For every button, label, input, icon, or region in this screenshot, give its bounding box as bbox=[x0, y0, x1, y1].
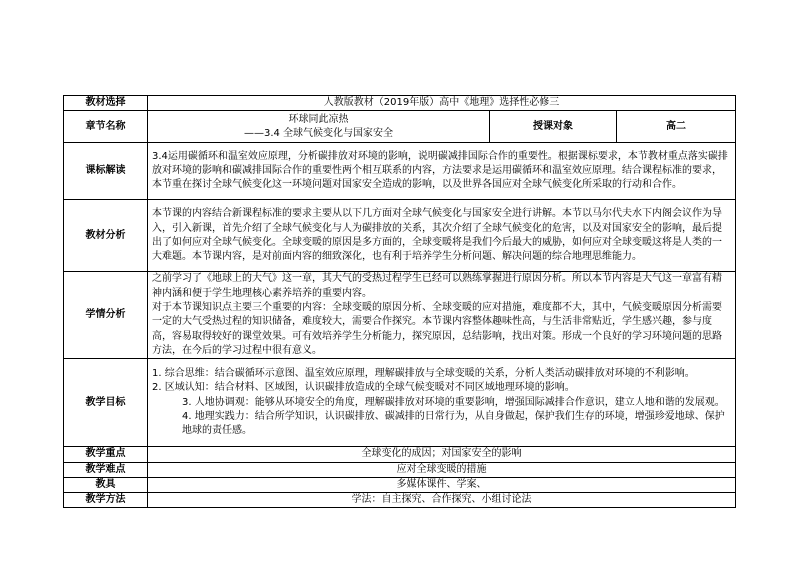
value-objectives bbox=[148, 359, 736, 447]
row-analysis bbox=[64, 200, 736, 272]
label-chapter: 章节名称 bbox=[64, 111, 148, 143]
value-analysis: 本节课的内容结合新课程标准的要求主要从以下几方面对全球气候变化与国家安全进行讲解。本节以马尔代夫水下内阁会议作为导入，引入新课，首先介绍了全球气候变化与人为碳排放的关系，其次介绍了全球气候变化的危害，以及对国家安全的影响，最后提出了如何应对全球气候变化。全球变暖的原因是多方面的，全球变暖将是我们今后最大的威胁，如何应对全球变暖这将是人类的一大难题。本节课内容，是对前面内容的细致深化，也有利于培养学生分析问题、解决问题的综合地理思维能力。 bbox=[148, 200, 736, 272]
lesson-plan-table bbox=[63, 95, 736, 508]
row-learners bbox=[64, 272, 736, 359]
label-objectives: 教学目标 bbox=[64, 359, 148, 447]
objective-4: 4. 地理实践力：结合所学知识，认识碳排放、碳减排的日常行为，从自身做起，保护我们生存的环境，增强珍爱地球、保护地球的责任感。 bbox=[182, 410, 725, 437]
learners-paragraph-2: 对于本节课知识点主要三个重要的内容：全球变暖的原因分析、全球变暖的应对措施，难度都不大，其中，气候变暖原因分析需要一定的大气受热过程的知识储备，难度较大，需要合作探究。本节课内容整体趣味性高，与生活非常贴近，学生感兴趣，参与度高，容易取得较好的课堂效果。可有效培养学生分析能力，探究原因，总结影响，找出对策。形成一个良好的学习环境问题的思路方法，在今后的学习过程中很有意义。 bbox=[152, 302, 722, 356]
row-standards bbox=[64, 143, 736, 200]
label-methods: 教学方法 bbox=[64, 493, 148, 508]
value-difficulties: 应对全球变暖的措施 bbox=[148, 462, 736, 477]
value-audience: 高二 bbox=[617, 111, 736, 143]
row-textbook bbox=[64, 96, 736, 111]
row-methods bbox=[64, 493, 736, 508]
objective-1: 1. 综合思维：结合碳循环示意图、温室效应原理，理解碳排放与全球变暖的关系，分析人类活动碳排放对环境的不利影响。 bbox=[152, 368, 695, 380]
label-learners: 学情分析 bbox=[64, 272, 148, 359]
row-difficulties bbox=[64, 462, 736, 477]
chapter-title-line1: 环球同此凉热 bbox=[288, 113, 349, 125]
value-key-points: 全球变化的成因；对国家安全的影响 bbox=[148, 447, 736, 462]
value-tools: 多媒体课件、学案、 bbox=[148, 477, 736, 492]
learners-paragraph-1: 之前学习了《地球上的大气》这一章，其大气的受热过程学生已经可以熟练掌握进行原因分析。所以本节内容是大气这一章富有精神内涵和便于学生地理核心素养培养的重要内容。 bbox=[152, 273, 722, 299]
label-tools: 教具 bbox=[64, 477, 148, 492]
objective-3: 3. 人地协调观：能够从环境安全的角度，理解碳排放对环境的重要影响，增强国际减排合作意识，建立人地和谐的发展观。 bbox=[182, 396, 725, 408]
label-standards: 课标解读 bbox=[64, 143, 148, 200]
label-difficulties: 教学难点 bbox=[64, 462, 148, 477]
label-audience: 授课对象 bbox=[490, 111, 617, 143]
value-standards: 3.4运用碳循环和温室效应原理，分析碳排放对环境的影响，说明碳减排国际合作的重要性。根据课标要求，本节教材重点落实碳排放对环境的影响和碳减排国际合作的重要性两个相互联系的内容，方法要求是运用碳循环和温室效应原理。结合课程标准的要求，本节重在探讨全球气候变化这一环境问题对国家安全造成的影响，以及世界各国应对全球气候变化所采取的行动和合作。 bbox=[148, 143, 736, 200]
row-tools bbox=[64, 477, 736, 492]
objective-2: 2. 区域认知：结合材料、区域图，认识碳排放造成的全球气候变暖对不同区域地理环境的影响。 bbox=[152, 382, 575, 394]
value-methods: 学法：自主探究、合作探究、小组讨论法 bbox=[148, 493, 736, 508]
label-analysis: 教材分析 bbox=[64, 200, 148, 272]
value-chapter bbox=[148, 111, 490, 143]
value-textbook: 人教版教材（2019年版）高中《地理》选择性必修三 bbox=[148, 96, 736, 111]
chapter-title-line2: ——3.4 全球气候变化与国家安全 bbox=[243, 127, 394, 139]
row-chapter bbox=[64, 111, 736, 143]
label-textbook: 教材选择 bbox=[64, 96, 148, 111]
row-objectives bbox=[64, 359, 736, 447]
row-key-points bbox=[64, 447, 736, 462]
value-learners bbox=[148, 272, 736, 359]
label-key-points: 教学重点 bbox=[64, 447, 148, 462]
